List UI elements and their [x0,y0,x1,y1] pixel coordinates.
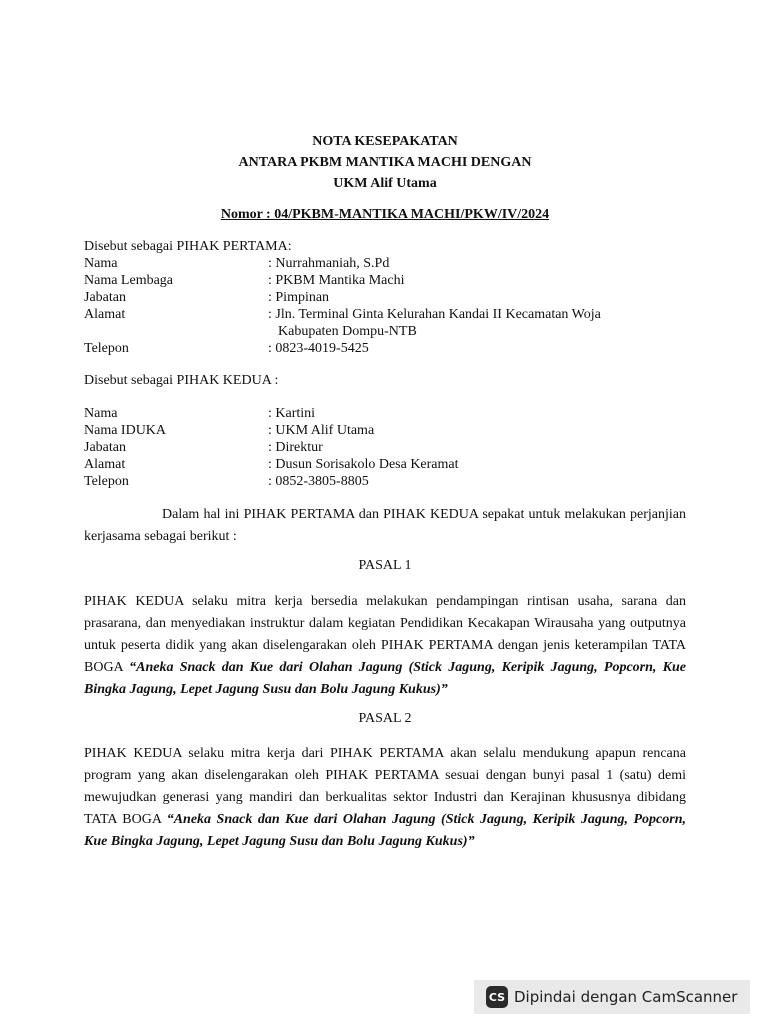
camscanner-logo-icon: CS [486,986,508,1008]
title-line-3: UKM Alif Utama [333,176,437,191]
field-value: : Kartini [268,406,316,421]
field-label: Alamat [84,307,126,322]
address-line-1: : Jln. Terminal Ginta Kelurahan Kandai II Kecamatan Woja [268,307,601,322]
field-row [84,289,686,306]
pasal-1-body: PIHAK KEDUA selaku mitra kerja bersedia melakukan pendampingan rintisan usaha, sarana dan prasarana, dan menyediakan instruktur dalam kegiatan Pendidikan Kecakapan Wirausaha yang outputnya untuk peserta didik yang akan diselengarakan oleh PIHAK PERTAMA dengan jenis keterampilan TATA BOGA [84,594,686,675]
pasal-2-body: PIHAK KEDUA selaku mitra kerja dari PIHAK PERTAMA akan selalu mendukung apapun rencana program yang akan diselengarakan oleh PIHAK PERTAMA sesuai dengan bunyi pasal 1 (satu) demi mewujudkan generasi yang mandiri dan berkualitas sektor Industri dan Kerajinan khususnya dibidang TATA BOGA [84,746,686,827]
field-label: Telepon [84,474,129,489]
field-row [84,473,686,490]
pihak-kedua-fields [84,405,686,490]
field-value: : 0823-4019-5425 [268,341,369,356]
document-title [84,131,686,194]
field-row [84,439,686,456]
field-value: : Dusun Sorisakolo Desa Keramat [268,457,459,472]
watermark-text: Dipindai dengan CamScanner [514,987,738,1006]
field-value: : 0852-3805-8805 [268,474,369,489]
field-value: : UKM Alif Utama [268,423,375,438]
pihak-pertama-heading: Disebut sebagai PIHAK PERTAMA: [84,239,292,254]
title-line-1: NOTA KESEPAKATAN [312,134,458,149]
field-row [84,306,686,340]
pasal-1-text [84,591,686,701]
field-value: : PKBM Mantika Machi [268,273,405,288]
field-row [84,340,686,357]
field-label: Jabatan [84,290,126,305]
intro-paragraph: Dalam hal ini PIHAK PERTAMA dan PIHAK KEDUA sepakat untuk melakukan perjanjian kerjasama sebagai berikut : [84,507,686,544]
pasal-1-emphasis: “Aneka Snack dan Kue dari Olahan Jagung (Stick Jagung, Keripik Jagung, Popcorn, Kue Bingka Jagung, Lepet Jagung Susu dan Bolu Jagung Kukus)” [84,660,686,697]
field-label: Nama Lembaga [84,273,174,288]
field-row [84,405,686,422]
field-row [84,456,686,473]
field-value: : Pimpinan [268,290,330,305]
field-value-multiline [268,306,686,340]
field-label: Nama [84,406,118,421]
field-label: Telepon [84,341,129,356]
address-line-2: Kabupaten Dompu-NTB [278,324,417,339]
field-label: Nama IDUKA [84,423,167,438]
field-row [84,255,686,272]
field-label: Nama [84,256,118,271]
pihak-pertama-fields [84,255,686,357]
pasal-2-heading: PASAL 2 [358,711,412,726]
pasal-2-emphasis: “Aneka Snack dan Kue dari Olahan Jagung (Stick Jagung, Keripik Jagung, Popcorn, Kue Bingka Jagung, Lepet Jagung Susu dan Bolu Jagung Kukus)” [84,812,686,849]
pihak-kedua-heading: Disebut sebagai PIHAK KEDUA : [84,373,279,388]
field-row [84,422,686,439]
field-value: : Nurrahmaniah, S.Pd [268,256,390,271]
document-number: Nomor : 04/PKBM-MANTIKA MACHI/PKW/IV/2024 [220,207,550,222]
field-label: Jabatan [84,440,126,455]
title-line-2: ANTARA PKBM MANTIKA MACHI DENGAN [238,155,532,170]
pasal-2-text [84,743,686,853]
pasal-1-heading: PASAL 1 [358,558,412,573]
field-label: Alamat [84,457,126,472]
field-row [84,272,686,289]
field-value: : Direktur [268,440,323,455]
camscanner-watermark [474,980,750,1014]
